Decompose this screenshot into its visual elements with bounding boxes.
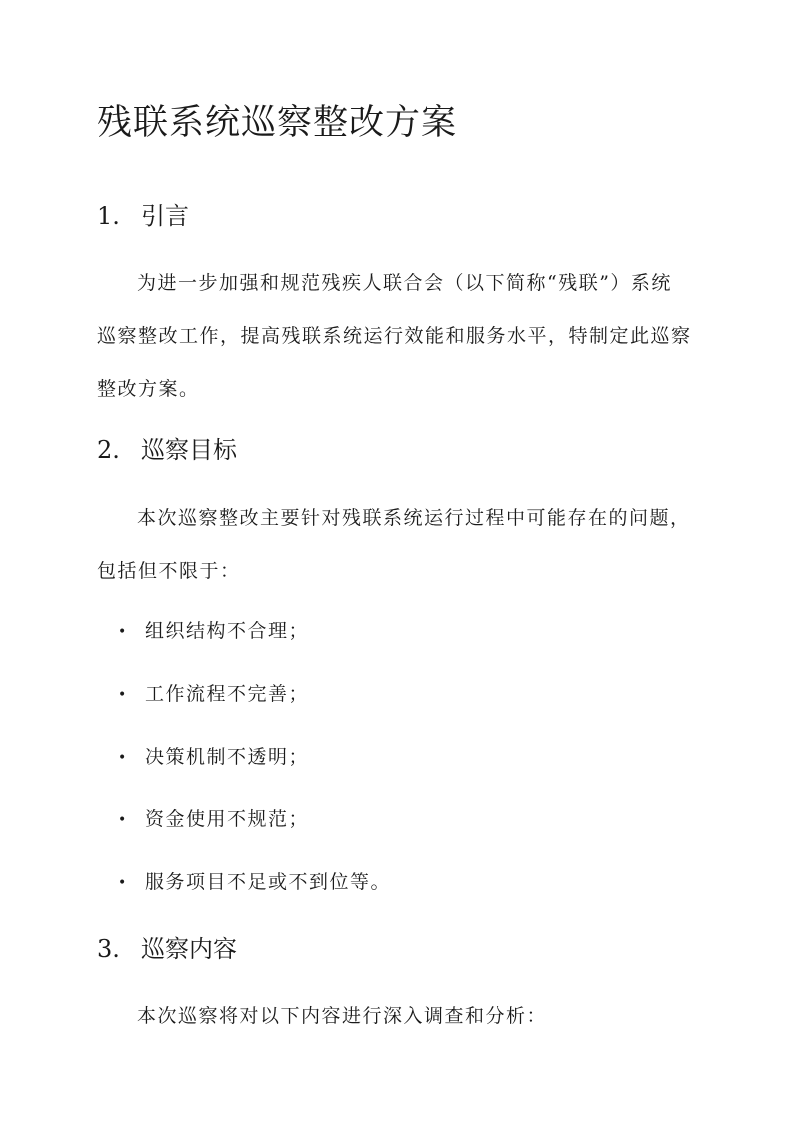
list-item-text: 服务项目不足或不到位等。 — [145, 871, 392, 893]
section-heading-1 — [97, 196, 189, 231]
list-item-text: 决策机制不透明； — [145, 746, 310, 768]
list-item — [118, 742, 309, 769]
list-item — [118, 804, 309, 831]
section-title: 巡察内容 — [141, 935, 237, 963]
list-item-text: 资金使用不规范； — [145, 808, 310, 830]
section-heading-2 — [97, 430, 237, 465]
list-item-text: 工作流程不完善； — [145, 683, 310, 705]
section-title: 引言 — [141, 202, 189, 230]
bullet-icon: • — [118, 812, 128, 828]
section-paragraph-3 — [97, 990, 707, 1043]
section-heading-3 — [97, 929, 237, 964]
list-item — [118, 679, 309, 706]
section-number: 3. — [97, 935, 120, 963]
list-item — [118, 867, 391, 894]
paragraph-line: 本次巡察整改主要针对残联系统运行过程中可能存在的问题， — [137, 507, 691, 529]
section-paragraph-1 — [97, 257, 707, 416]
list-item — [118, 616, 309, 643]
list-item-text: 组织结构不合理； — [145, 620, 310, 642]
bullet-icon: • — [118, 875, 128, 891]
paragraph-line: 本次巡察将对以下内容进行深入调查和分析： — [137, 1005, 548, 1027]
paragraph-line: 包括但不限于： — [97, 560, 241, 582]
section-title: 巡察目标 — [141, 436, 237, 464]
paragraph-line: 为进一步加强和规范残疾人联合会（以下简称“残联”）系统 — [137, 272, 672, 294]
bullet-icon: • — [118, 750, 128, 766]
document-title: 残联系统巡察整改方案 — [97, 103, 458, 143]
bullet-icon: • — [118, 687, 128, 703]
bullet-icon: • — [118, 624, 128, 640]
paragraph-line: 整改方案。 — [97, 378, 200, 400]
paragraph-line: 巡察整改工作，提高残联系统运行效能和服务水平，特制定此巡察 — [97, 325, 692, 347]
section-paragraph-2 — [97, 492, 707, 598]
section-number: 1. — [97, 202, 120, 230]
section-number: 2. — [97, 436, 120, 464]
